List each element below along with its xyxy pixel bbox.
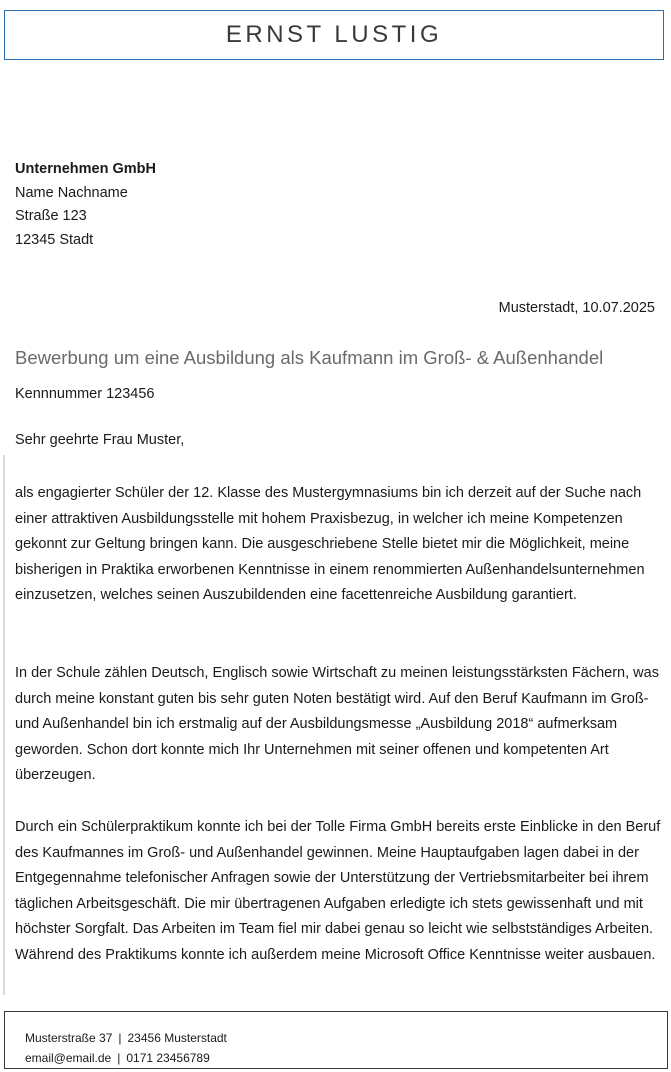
sender-name: ERNST LUSTIG (225, 21, 443, 48)
letter-subject: Bewerbung um eine Ausbildung als Kaufmann im Groß- & Außenhandel (15, 347, 604, 368)
footer-email: email@email.de (25, 1051, 112, 1065)
letter-footer (4, 1011, 668, 1069)
footer-phone: 0171 23456789 (126, 1051, 210, 1065)
footer-street: Musterstraße 37 (25, 1031, 113, 1045)
recipient-company: Unternehmen GmbH (15, 161, 156, 177)
body-paragraph-2: In der Schule zählen Deutsch, Englisch sowie Wirtschaft zu meinen leistungsstärksten Fächern, was durch meine konstant guten bis sehr guten Noten bestätigt wird. Auf den Beruf Kaufmann im Groß- und Außenhandel bin ich erstmalig auf der Ausbildungsmesse „Ausbildung 2018“ aufmerksam geworden. Schon dort konnte mich Ihr Unternehmen mit seiner offenen und kompetenten Art überzeugen. (15, 665, 659, 784)
footer-city: 23456 Musterstadt (127, 1031, 227, 1045)
reference-number: Kennnummer 123456 (15, 386, 155, 402)
body-paragraph-3: Durch ein Schülerpraktikum konnte ich bei der Tolle Firma GmbH bereits erste Einblicke in den Beruf des Kaufmannes im Groß- und Außenhandel gewinnen. Meine Hauptaufgaben lagen dabei in der Entgegennahme telefonischer Anfragen sowie der Unterstützung der Vertriebsmitarbeiter bei ihrem täglichen Arbeitsgeschäft. Die mir übertragenen Aufgaben erledigte ich stets gewissenhaft und mit höchster Sorgfalt. Das Arbeiten im Team fiel mir dabei genau so leicht wie selbstständiges Arbeiten. Während des Praktikums konnte ich außerdem meine Microsoft Office Kenntnisse weiter ausbauen. (15, 819, 661, 963)
left-margin-rule (3, 455, 5, 995)
salutation: Sehr geehrte Frau Muster, (15, 432, 185, 448)
recipient-city: 12345 Stadt (15, 231, 94, 248)
body-paragraph-1: als engagierter Schüler der 12. Klasse des Mustergymnasiums bin ich derzeit auf der Suche nach einer attraktiven Ausbildungsstelle mit hohem Praxisbezug, in welcher ich meine Kompetenzen gekonnt zur Geltung bringen kann. Die ausgeschriebene Stelle bietet mir die Möglichkeit, meine bisherigen in Praktika erworbenen Kenntnisse in einem renommierten Außenhandelsunternehmen einzusetzen, welches seinen Auszubildenden eine facettenreiche Ausbildung garantiert. (15, 485, 645, 604)
footer-separator: | (118, 1031, 122, 1045)
recipient-address (15, 158, 156, 252)
letter-header (4, 10, 664, 60)
letter-date: Musterstadt, 10.07.2025 (498, 300, 655, 316)
footer-address-line (25, 1028, 667, 1048)
footer-separator: | (117, 1051, 121, 1065)
footer-contact-line (25, 1048, 667, 1068)
recipient-contact: Name Nachname (15, 184, 128, 201)
recipient-street: Straße 123 (15, 208, 87, 224)
